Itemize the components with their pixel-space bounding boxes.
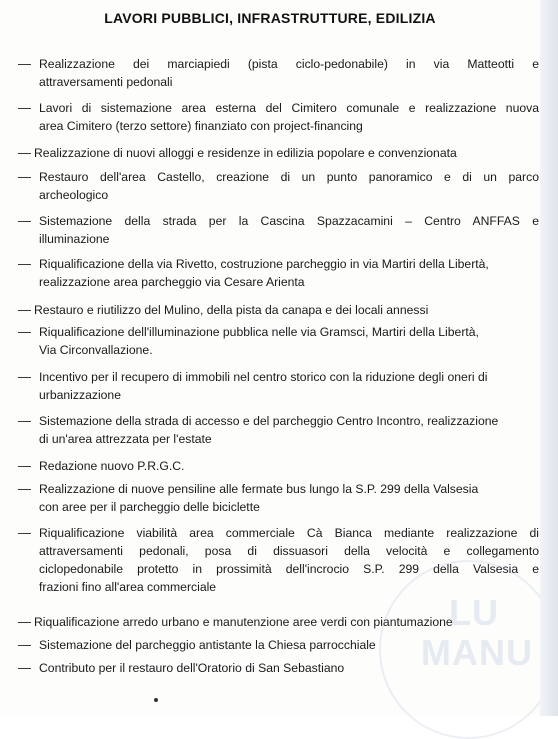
list-item-line: frazioni fino all'area commerciale [39,580,217,594]
list-item [18,168,539,204]
list-item-line: Contributo per il restauro dell'Oratorio di San Sebastiano [39,661,345,675]
bullet-dash: — [18,145,31,160]
list-item [18,613,539,631]
bullet-dash: — [18,100,31,115]
list-item-line: Redazione nuovo P.R.G.C. [39,459,185,473]
list-item [18,144,539,162]
bullet-dash: — [18,458,31,473]
list-item [18,659,539,677]
list-item [18,524,539,596]
bullet-dash: — [18,213,31,228]
watermark-line: LU [449,592,499,633]
page-edge-shadow [540,0,558,716]
bullet-dash: — [18,660,31,675]
list-item-line: ciclopedonabile protetto in prossimità dell'incrocio S.P. 299 della Valsesia e [39,562,539,576]
list-item-line: attraversamenti pedonali [39,75,173,89]
list-item-line: urbanizzazione [39,388,121,402]
list-item-line: Realizzazione di nuove pensiline alle fermate bus lungo la S.P. 299 della Valsesia [39,482,479,496]
list-item-line: Riqualificazione dell'illuminazione pubblica nelle via Gramsci, Martiri della Libertà, [39,325,479,339]
list-item-line: illuminazione [39,232,110,246]
list-item [18,480,539,516]
list-item-line: Sistemazione della strada di accesso e del parcheggio Centro Incontro, realizzazione [39,414,499,428]
bullet-dash: — [18,614,31,629]
bullet-dash: — [18,302,31,317]
list-item-line: realizzazione area parcheggio via Cesare Arienta [39,275,305,289]
list-item [18,255,539,291]
list-item [18,301,539,319]
bullet-dash: — [18,256,31,271]
list-item [18,636,539,654]
list-item-line: Sistemazione della strada per la Cascina Spazzacamini – Centro ANFFAS e [39,214,539,228]
list-item [18,323,539,359]
list-item-line: Realizzazione dei marciapiedi (pista ciclo-pedonabile) in via Matteotti e [39,57,539,71]
list-item-line: Restauro dell'area Castello, creazione di un punto panoramico e di un parco [39,170,539,184]
watermark-line: MANU [421,632,533,673]
list-item-line: Riqualificazione arredo urbano e manutenzione aree verdi con piantumazione [34,615,453,629]
list-item [18,99,539,135]
list-item [18,55,539,91]
list-item-line: Sistemazione del parcheggio antistante la Chiesa parrocchiale [39,638,376,652]
list-item-line: Riqualificazione della via Rivetto, costruzione parcheggio in via Martiri della Libertà, [39,257,489,271]
list-item [18,457,539,475]
bullet-dash: — [18,56,31,71]
page-title: LAVORI PUBBLICI, INFRASTRUTTURE, EDILIZIA [104,10,436,26]
bullet-dash: — [18,481,31,496]
bullet-dash: — [18,169,31,184]
list-item-line: Lavori di sistemazione area esterna del Cimitero comunale e realizzazione nuova [39,101,539,115]
list-item [18,412,539,448]
list-item [18,212,539,248]
page-dot [154,698,158,702]
bullet-dash: — [18,525,31,540]
bullet-dash: — [18,413,31,428]
list-item-line: di un'area attrezzata per l'estate [39,432,212,446]
list-item-line: Realizzazione di nuovi alloggi e residenze in edilizia popolare e convenzionata [34,146,457,160]
bullet-dash: — [18,324,31,339]
bullet-dash: — [18,369,31,384]
list-item-line: Riqualificazione viabilità area commerciale Cà Bianca mediante realizzazione di [39,526,539,540]
list-item [18,368,539,404]
list-item-line: con aree per il parcheggio delle biciclette [39,500,260,514]
list-item-line: area Cimitero (terzo settore) finanziato con project-financing [39,119,363,133]
list-item-line: Restauro e riutilizzo del Mulino, della pista da canapa e dei locali annessi [34,303,429,317]
list-item-line: archeologico [39,188,109,202]
bullet-dash: — [18,637,31,652]
list-item-line: attraversamenti pedonali, posa di dissuasori della velocità e collegamento [39,544,539,558]
list-item-line: Via Circonvallazione. [39,343,153,357]
list-item-line: Incentivo per il recupero di immobili nel centro storico con la riduzione degli oneri di [39,370,488,384]
